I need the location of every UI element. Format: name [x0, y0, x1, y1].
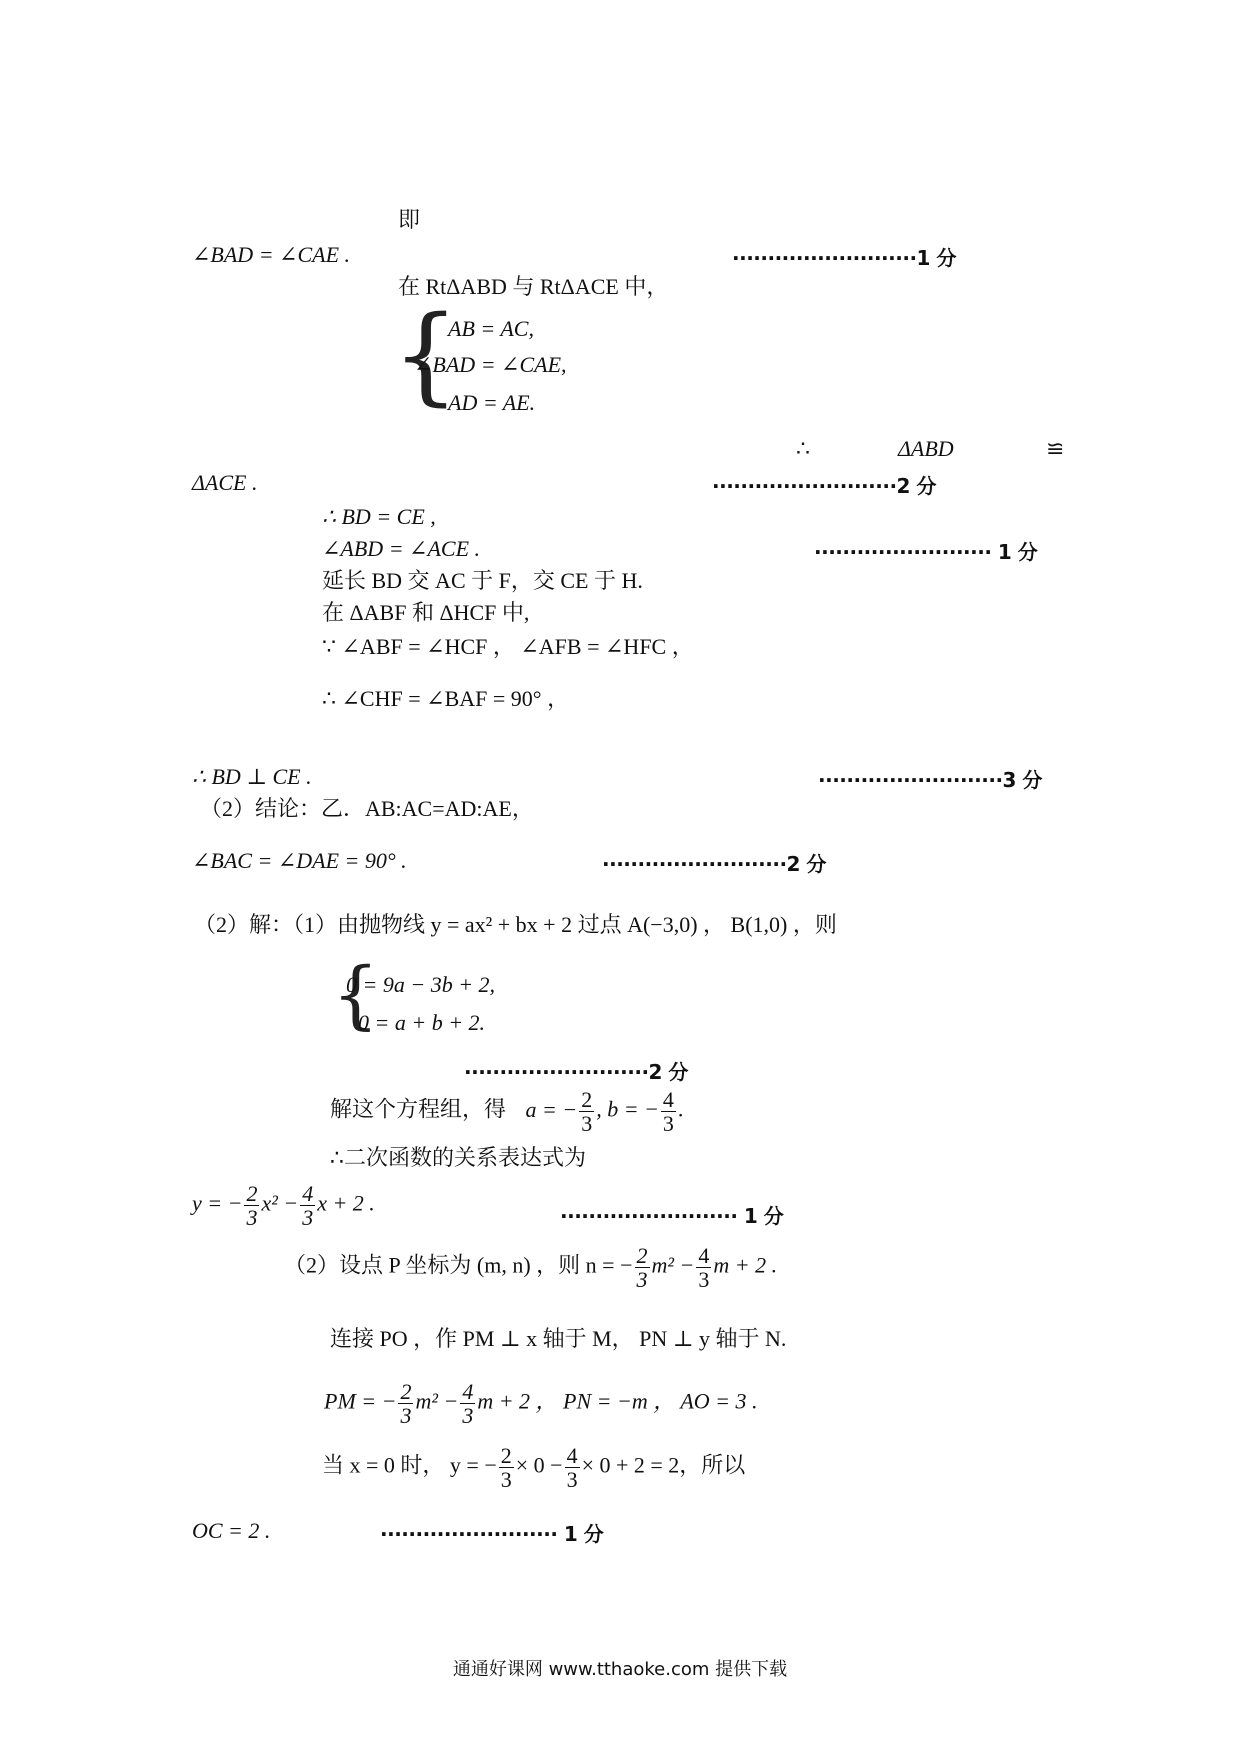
- fraction-denominator: 3: [662, 1111, 674, 1137]
- fraction-denominator: 3: [581, 1111, 593, 1137]
- fraction-denominator: 3: [246, 1205, 258, 1231]
- text-line: ∠BAC = ∠DAE = 90° .: [192, 848, 407, 873]
- text-fragment: 解这个方程组，得: [330, 1097, 507, 1123]
- equation-line: ∠BAD = ∠CAE,: [414, 352, 567, 377]
- text-fragment: × 0 −: [515, 1452, 563, 1478]
- fraction-numerator: 4: [302, 1181, 314, 1206]
- text-fragment: PM = −: [324, 1388, 397, 1414]
- fraction: [696, 1244, 711, 1291]
- text-line: [322, 1444, 745, 1491]
- fraction-numerator: 2: [400, 1379, 412, 1404]
- equation-line: AD = AE.: [448, 390, 536, 415]
- fraction: [398, 1380, 413, 1427]
- score-mark: ························· 1 分: [814, 540, 1038, 564]
- text-line: ∠ABD = ∠ACE .: [322, 536, 481, 561]
- text-line: 在 ΔABF 和 ΔHCF 中,: [322, 600, 530, 625]
- text-fragment: 当 x = 0 时， y = −: [322, 1452, 497, 1478]
- brace-icon: {: [332, 952, 380, 1038]
- fraction-numerator: 2: [500, 1443, 512, 1468]
- fraction-denominator: 3: [462, 1403, 474, 1429]
- text-fragment: a = −: [525, 1096, 578, 1122]
- fraction: [244, 1182, 259, 1229]
- fraction-numerator: 4: [698, 1243, 710, 1268]
- text-line: ∴ BD = CE ,: [322, 504, 436, 529]
- equation-line: 0 = 9a − 3b + 2,: [346, 972, 496, 997]
- equation-line: 0 = a + b + 2.: [358, 1010, 486, 1035]
- score-mark: ··························2 分: [464, 1060, 688, 1084]
- text-fragment: m + 2 .: [713, 1252, 778, 1278]
- score-mark: ··························2 分: [602, 852, 826, 876]
- fraction-numerator: 4: [566, 1443, 578, 1468]
- text-fragment: x² −: [261, 1190, 299, 1216]
- brace-icon: {: [392, 293, 460, 416]
- fraction: [579, 1088, 594, 1135]
- fraction-numerator: 4: [662, 1087, 674, 1112]
- text-line: OC = 2 .: [192, 1518, 271, 1543]
- fraction-denominator: 3: [566, 1467, 578, 1493]
- text-line: ΔABD: [898, 436, 954, 461]
- score-mark: ··························1 分: [732, 246, 956, 270]
- fraction-denominator: 3: [400, 1403, 412, 1429]
- fraction-numerator: 4: [462, 1379, 474, 1404]
- congruent-symbol: ≌: [1046, 436, 1065, 461]
- text-fragment: m + 2 ， PN = −m ， AO = 3 .: [477, 1388, 758, 1414]
- fraction-numerator: 2: [581, 1087, 593, 1112]
- score-mark: ··························3 分: [818, 768, 1042, 792]
- fraction-denominator: 3: [636, 1267, 648, 1293]
- text-line: 即: [398, 208, 421, 233]
- text-line: [330, 1088, 683, 1135]
- fraction: [635, 1244, 650, 1291]
- score-mark: ························· 1 分: [380, 1522, 604, 1546]
- text-line: 延长 BD 交 AC 于 F，交 CE 于 H.: [322, 568, 643, 593]
- equation-line: AB = AC,: [448, 316, 534, 341]
- fraction-numerator: 2: [636, 1243, 648, 1268]
- text-fragment: .: [677, 1096, 684, 1122]
- score-mark: ··························2 分: [712, 474, 936, 498]
- page-footer: 通通好课网 www.tthaoke.com 提供下载: [452, 1659, 788, 1680]
- text-fragment: × 0 + 2 = 2，所以: [581, 1452, 746, 1478]
- text-line: ∴ ∠CHF = ∠BAF = 90° ，: [322, 686, 570, 711]
- fraction-denominator: 3: [302, 1205, 314, 1231]
- text-line: ∴二次函数的关系表达式为: [330, 1146, 586, 1171]
- text-line: （2）结论：乙．AB:AC=AD:AE，: [200, 796, 534, 821]
- text-fragment: m² −: [415, 1388, 459, 1414]
- text-line: ∵ ∠ABF = ∠HCF ， ∠AFB = ∠HFC ，: [322, 634, 694, 659]
- text-line: ∠BAD = ∠CAE .: [192, 242, 351, 267]
- fraction: [661, 1088, 676, 1135]
- score-mark: ························· 1 分: [560, 1204, 784, 1228]
- fraction: [565, 1444, 580, 1491]
- text-line: 在 RtΔABD 与 RtΔACE 中，: [398, 274, 669, 299]
- text-fragment: （2）设点 P 坐标为 (m, n) ，则 n = −: [284, 1252, 633, 1278]
- fraction: [460, 1380, 475, 1427]
- text-line: 连接 PO ，作 PM ⊥ x 轴于 M， PN ⊥ y 轴于 N.: [330, 1326, 787, 1351]
- text-line: [324, 1380, 758, 1427]
- text-fragment: m² −: [651, 1252, 695, 1278]
- text-line: ∴ BD ⊥ CE .: [192, 764, 312, 789]
- fraction-denominator: 3: [500, 1467, 512, 1493]
- text-line: [284, 1244, 777, 1291]
- fraction: [499, 1444, 514, 1491]
- text-line: ∴: [796, 436, 810, 461]
- fraction: [300, 1182, 315, 1229]
- text-line: （2）解：（1）由抛物线 y = ax² + bx + 2 过点 A(−3,0) ， B(1,0) ，则: [194, 912, 837, 937]
- text-fragment: x + 2 .: [317, 1190, 375, 1216]
- text-line: ΔACE .: [192, 470, 258, 495]
- text-fragment: y = −: [192, 1190, 243, 1216]
- text-fragment: , b = −: [596, 1096, 659, 1122]
- fraction-denominator: 3: [698, 1267, 710, 1293]
- fraction-numerator: 2: [246, 1181, 258, 1206]
- text-line: [192, 1182, 375, 1229]
